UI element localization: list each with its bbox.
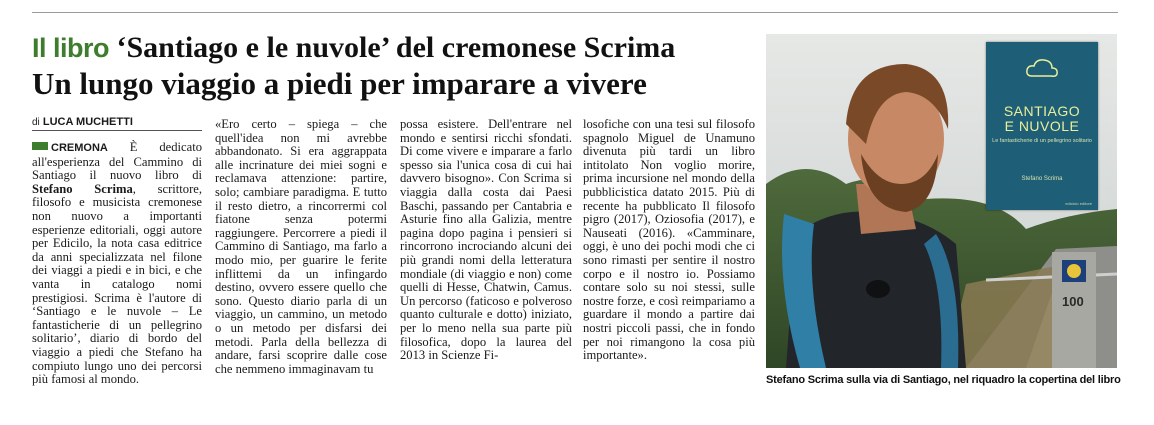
book-cover-inset — [986, 42, 1098, 210]
article-column-3 — [400, 118, 572, 363]
byline — [32, 116, 202, 131]
top-rule — [32, 12, 1118, 13]
headline-title-2: Un lungo viaggio a piedi per imparare a vivere — [32, 66, 647, 101]
article-photo — [766, 34, 1117, 368]
book-publisher: ediciclo editore — [1065, 201, 1092, 206]
article-column-4 — [583, 118, 755, 363]
col4-text: losofiche con una tesi sul filosofo spagnolo Miguel de Unamuno divenuta più tardi un libro intitolato Non voglio morire, prima incursione nel mondo della pubblicistica datato 2015. Più di recente ha pubblicato Il filosofo pigro (2017), Oziosofia (2017), e Nauseati (2016). «Camminare, oggi, è uno dei pochi modi che ci sono rimasti per sentire il nostro corpo e il nostro io. Possiamo contare solo su noi stessi, sulle nostre forze, e così reimpariamo a guardare il mondo a partire dai nostri piccoli passi, che in fondo per noi rimangono la cosa più importante». — [583, 117, 755, 363]
section-kicker: Il libro — [32, 33, 109, 63]
book-title-line2: E NUVOLE — [1004, 118, 1080, 134]
col1-author-name: Stefano Scrima — [32, 181, 133, 196]
location-marker — [32, 142, 48, 150]
location-label: CREMONA — [51, 142, 108, 154]
headline — [32, 30, 752, 102]
headline-title-1: ‘Santiago e le nuvole’ del cremonese Scrima — [116, 31, 676, 64]
book-title-line1: SANTIAGO — [1003, 103, 1081, 119]
book-subtitle: Le fantasticherie di un pellegrino solitario — [992, 138, 1092, 144]
col3-text: possa esistere. Dell'entrare nel mondo e sentirsi ricchi sfondati. Di come vivere e imparare a farlo spesso sia l'unica cosa di cui hai davvero bisogno». Con Scrima si viaggia dalla costa dai Paesi Baschi, passando per Cantabria e Asturie fino alla Galizia, mentre pagina dopo pagina i pensieri si rincorrono incrociando alcuni dei più grandi nomi della letteratura mondiale (di viaggio e non) come quelli di Hesse, Chatwin, Camus. Un percorso (faticoso e polveroso quanto culturale e dotto) iniziato, per lo meno nella sua parte più filosofica, dopo la laurea del 2013 in Scienze Fi- — [400, 117, 572, 363]
photo-caption: Stefano Scrima sulla via di Santiago, nel riquadro la copertina del libro — [766, 374, 1121, 386]
col1-text-a: È dedicato all'esperienza del Cammino di Santiago il nuovo libro di — [32, 140, 202, 183]
book-author: Stefano Scrima — [1021, 176, 1063, 182]
article-column-1 — [32, 141, 202, 387]
headline-line1 — [32, 30, 752, 66]
byline-author: LUCA MUCHETTI — [42, 116, 133, 128]
col1-text-b: , scrittore, filosofo e musicista cremonese non nuovo a importanti esperienze editoriali, oggi autore per Edicilo, la nota casa editrice da anni specializzata nel filone dei viaggi a piedi e in bici, e che vanta in catalogo nomi prestigiosi. Scrima è l'autore di ‘Santiago e le nuvole – Le fantasticherie di un pellegrino solitario’, diario di bordo del viaggio a piedi che Stefano ha compiuto lungo uno dei percorsi più famosi al mondo. — [32, 181, 202, 387]
col2-text: «Ero certo – spiega – che quell'idea non mi avrebbe abbandonato. Si era aggrappata alle incrinature dei miei sogni e reclamava attenzione: partire, solo; cambiare paradigma. E tutto il resto dietro, a rincorrermi col fiatone senza potermi raggiungere. Percorrere a piedi il Cammino di Santiago, ma farlo a modo mio, per guarire le ferite inflittemi da un infingardo destino, ovvero essere quello che sono. Questo diario parla di un viaggio, un cammino, un metodo o un metodo per disfarsi dei metodi. Parla della bellezza di andare, farsi scoprire dalle cose che nemmeno immaginavam tu — [215, 117, 387, 376]
cloud-icon — [1024, 56, 1060, 82]
road-marker-number: 100 — [1062, 294, 1084, 309]
article-column-2 — [215, 118, 387, 376]
byline-prefix: di — [32, 117, 40, 128]
book-title — [986, 104, 1098, 134]
